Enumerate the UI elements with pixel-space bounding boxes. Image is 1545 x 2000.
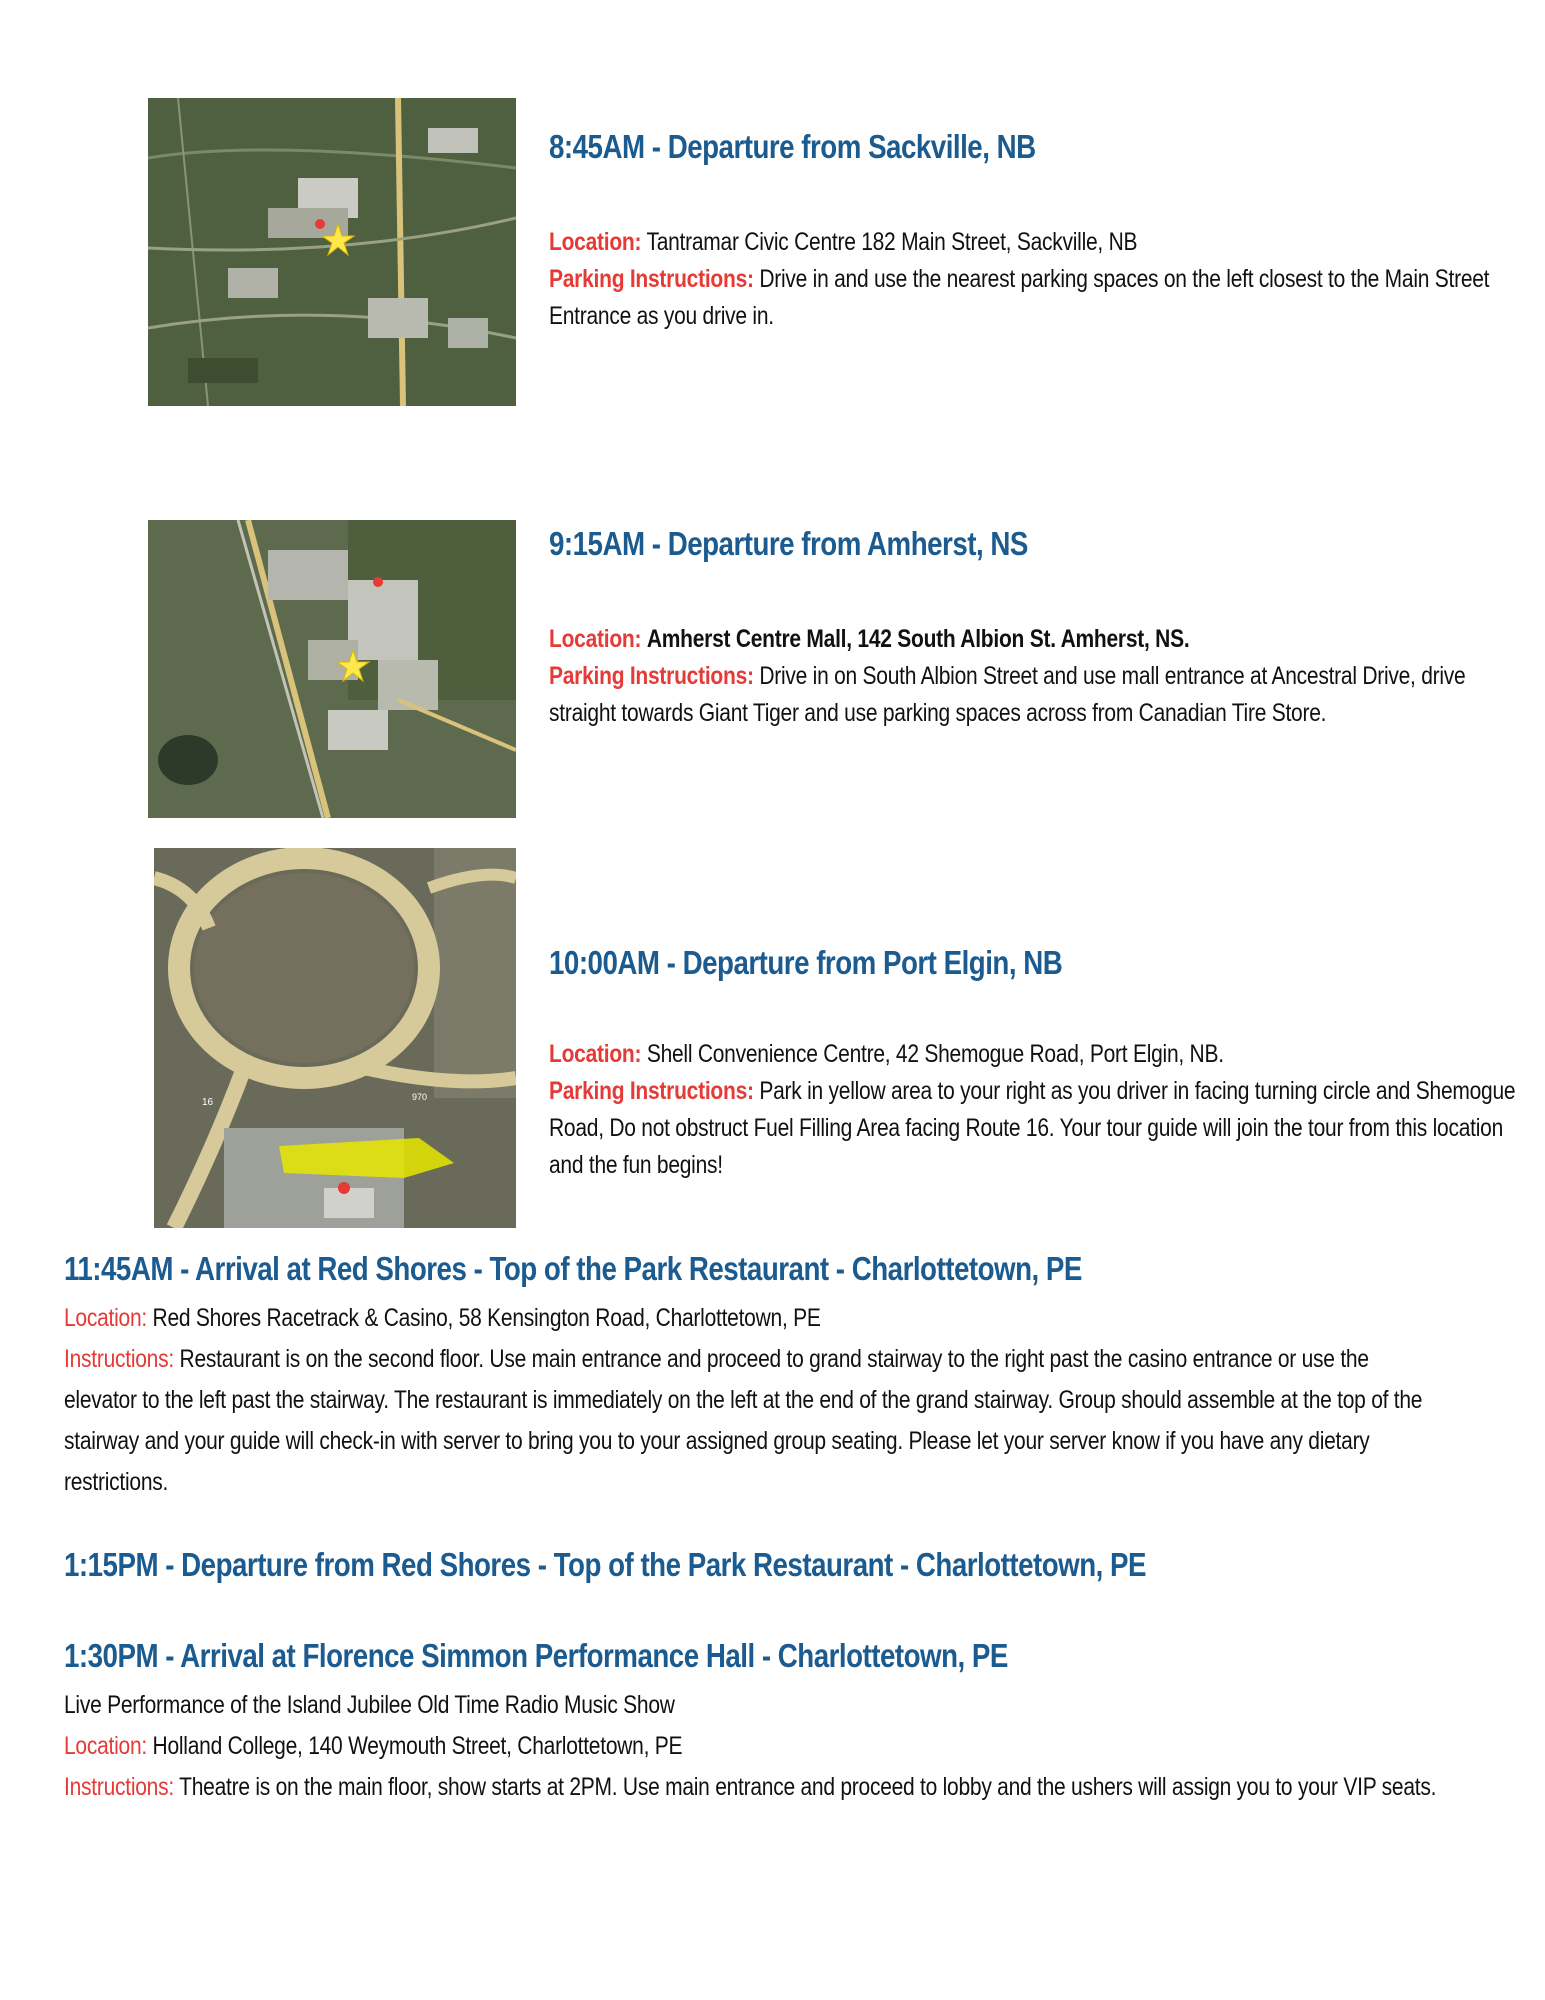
location-label: Location: <box>64 1304 147 1332</box>
show-subtitle: Live Performance of the Island Jubilee Old Time Radio Music Show <box>64 1691 675 1719</box>
parking-label: Parking Instructions: <box>549 265 754 293</box>
location-label: Location: <box>549 625 642 653</box>
stop-title: 9:15AM - Departure from Amherst, NS <box>549 525 1028 562</box>
instructions-value: Theatre is on the main floor, show starts at 2PM. Use main entrance and proceed to lobby and the ushers will assign you to your VIP seats. <box>179 1773 1437 1801</box>
parking-value: Drive in and use the nearest parking spaces on the left closest to the Main Street Entrance as you drive in. <box>549 265 1490 330</box>
stop-title: 10:00AM - Departure from Port Elgin, NB <box>549 944 1063 981</box>
location-value: Red Shores Racetrack & Casino, 58 Kensington Road, Charlottetown, PE <box>152 1304 821 1332</box>
arrival-red-shores-title: 11:45AM - Arrival at Red Shores - Top of the Park Restaurant - Charlottetown, PE <box>64 1250 1082 1287</box>
parking-value: Park in yellow area to your right as you driver in facing turning circle and Shemogue Road, Do not obstruct Fuel Filling Area facing Route 16. Your tour guide will join the tour from this location and the fun begins! <box>549 1077 1516 1179</box>
stop-title: 8:45AM - Departure from Sackville, NB <box>549 128 1036 165</box>
location-value: Shell Convenience Centre, 42 Shemogue Road, Port Elgin, NB. <box>646 1040 1224 1068</box>
location-label: Location: <box>64 1732 147 1760</box>
instructions-value: Restaurant is on the second floor. Use main entrance and proceed to grand stairway to the right past the casino entrance or use the elevator to the left past the stairway. The restaurant is immediately on the left at the end of the grand stairway. Group should assemble at the top of the stairway and your guide will check-in with server to bring you to your assigned group seating. Please let your server know if you have any dietary restrictions. <box>64 1345 1423 1496</box>
arrival-florence-title: 1:30PM - Arrival at Florence Simmon Performance Hall - Charlottetown, PE <box>64 1637 1008 1674</box>
parking-label: Parking Instructions: <box>549 1077 754 1105</box>
location-value: Holland College, 140 Weymouth Street, Charlottetown, PE <box>152 1732 683 1760</box>
sackville-map-image <box>148 98 516 406</box>
parking-value: Drive in on South Albion Street and use mall entrance at Ancestral Drive, drive straight towards Giant Tiger and use parking spaces across from Canadian Tire Store. <box>549 662 1466 727</box>
route-16-label: 16 <box>202 1097 214 1108</box>
amherst-map-image <box>148 520 516 818</box>
location-value: Amherst Centre Mall, 142 South Albion St. Amherst, NS. <box>646 625 1190 653</box>
parking-label: Parking Instructions: <box>549 662 754 690</box>
route-970-label: 970 <box>412 1092 428 1102</box>
location-label: Location: <box>549 1040 642 1068</box>
location-value: Tantramar Civic Centre 182 Main Street, Sackville, NB <box>646 228 1138 256</box>
location-label: Location: <box>549 228 642 256</box>
port-elgin-map-image <box>154 848 516 1228</box>
departure-red-shores-title: 1:15PM - Departure from Red Shores - Top of the Park Restaurant - Charlottetown, PE <box>64 1546 1147 1583</box>
instructions-label: Instructions: <box>64 1345 174 1373</box>
instructions-label: Instructions: <box>64 1773 174 1801</box>
